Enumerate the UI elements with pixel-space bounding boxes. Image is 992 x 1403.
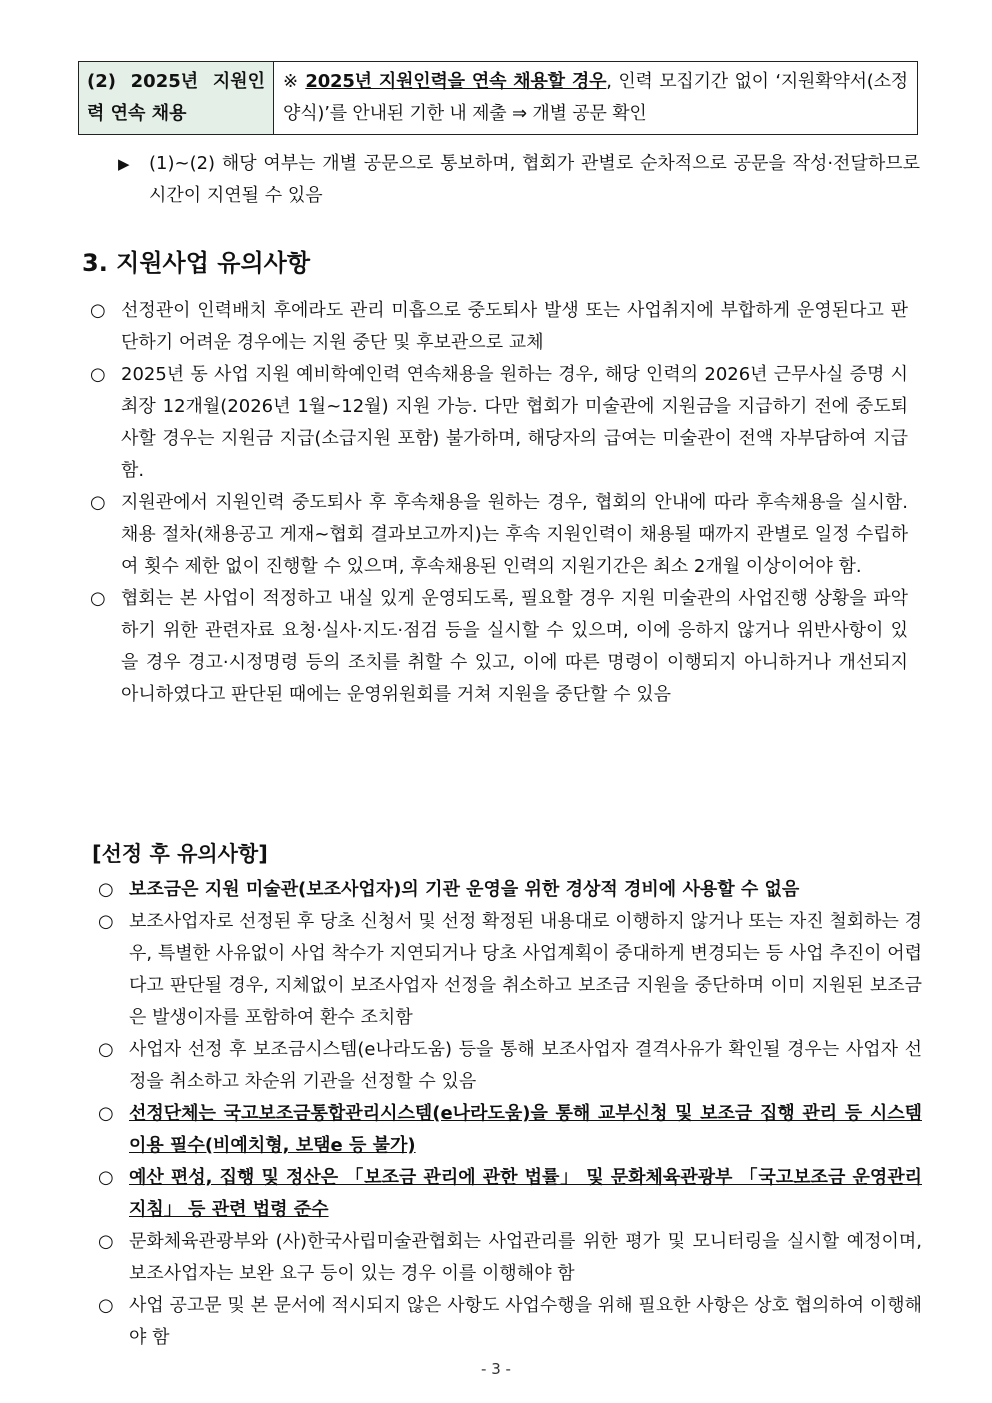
circle-bullet-icon: ○ (90, 300, 106, 321)
item-text: 2025년 동 사업 지원 예비학예인력 연속채용을 원하는 경우, 해당 인력의 2026년 근무사실 증명 시 최장 12개월(2026년 1월~12월) 지원 가능. 다만 협회가 미술관에 지원금을 지급하기 전에 중도퇴사할 경우는 지원금 지급(소급지원 포함) 불가하며, 해당자의 급여는 미술관이 전액 자부담하여 지급함. (121, 364, 908, 481)
triangle-bullet-icon: ▶ (118, 155, 130, 173)
list-item (90, 295, 908, 359)
subsection-title: [선정 후 유의사항] (92, 842, 268, 866)
reference-mark: ※ (283, 71, 299, 92)
item-text: 문화체육관광부와 (사)한국사립미술관협회는 사업관리를 위한 평가 및 모니터링을 실시할 예정이며, 보조사업자는 보완 요구 등이 있는 경우 이를 이행해야 함 (129, 1231, 922, 1284)
circle-bullet-icon: ○ (90, 588, 106, 609)
emphasis-text: 2025년 지원인력을 연속 채용할 경우 (305, 71, 607, 92)
list-item (98, 1034, 922, 1098)
list-item (90, 487, 908, 583)
item-text: 선정관이 인력배치 후에라도 관리 미흡으로 중도퇴사 발생 또는 사업취지에 부합하게 운영된다고 판단하기 어려운 경우에는 지원 중단 및 후보관으로 교체 (121, 300, 908, 353)
item-text: 선정단체는 국고보조금통합관리시스템(e나라도움)을 통해 교부신청 및 보조금 집행 관리 등 시스템 이용 필수(비예치형, 보탬e 등 불가) (129, 1103, 922, 1156)
circle-bullet-icon: ○ (98, 879, 114, 900)
list-item (98, 874, 922, 906)
item-text: 예산 편성, 집행 및 정산은 「보조금 관리에 관한 법률」 및 문화체육관광부 「국고보조금 운영관리 지침」 등 관련 법령 준수 (129, 1167, 922, 1220)
item-text: 협회는 본 사업이 적정하고 내실 있게 운영되도록, 필요할 경우 지원 미술관의 사업진행 상황을 파악하기 위한 관련자료 요청·실사·지도·점검 등을 실시할 수 있으며, 이에 응하지 않거나 위반사항이 있을 경우 경고·시정명령 등의 조치를 취할 수 있고, 이에 따른 명령이 이행되지 아니하거나 개선되지 아니하였다고 판단된 때에는 운영위원회를 거쳐 지원을 중단할 수 있음 (121, 588, 908, 705)
row-label: (2) 2025년 지원인력 연속 채용 (79, 62, 274, 135)
list-item (98, 1290, 922, 1354)
item-text: 보조사업자로 선정된 후 당초 신청서 및 선정 확정된 내용대로 이행하지 않거나 또는 자진 철회하는 경우, 특별한 사유없이 사업 착수가 지연되거나 당초 사업계획이 중대하게 변경되는 등 사업 추진이 어렵다고 판단될 경우, 지체없이 보조사업자 선정을 취소하고 보조금 지원을 중단하며 이미 지원된 보조금은 발생이자를 포함하여 환수 조치함 (129, 911, 923, 1028)
list-item (98, 906, 922, 1034)
item-text: 보조금은 지원 미술관(보조사업자)의 기관 운영을 위한 경상적 경비에 사용할 수 없음 (129, 879, 800, 900)
circle-bullet-icon: ○ (98, 1103, 114, 1124)
circle-bullet-icon: ○ (98, 1039, 114, 1060)
circle-bullet-icon: ○ (98, 1295, 114, 1316)
item-text: 지원관에서 지원인력 중도퇴사 후 후속채용을 원하는 경우, 협회의 안내에 따라 후속채용을 실시함. 채용 절차(채용공고 게재~협회 결과보고까지)는 후속 지원인력이 채용될 때까지 관별로 일정 수립하여 횟수 제한 없이 진행할 수 있으며, 후속채용된 인력의 지원기간은 최소 2개월 이상이어야 함. (121, 492, 908, 577)
section-title: 3. 지원사업 유의사항 (82, 249, 310, 277)
post-selection-items (98, 874, 922, 1354)
notice-line (118, 148, 920, 212)
page-number: - 3 - (481, 1360, 511, 1378)
circle-bullet-icon: ○ (90, 364, 106, 385)
content-text: , 인력 모집기간 없이 ‘지원확약서(소정양식)’를 안내된 기한 내 제출 ⇒ 개별 공문 확인 (283, 71, 908, 124)
section-items (90, 295, 908, 711)
circle-bullet-icon: ○ (98, 1167, 114, 1188)
circle-bullet-icon: ○ (90, 492, 106, 513)
item-text: 사업 공고문 및 본 문서에 적시되지 않은 사항도 사업수행을 위해 필요한 사항은 상호 협의하여 이행해야 함 (129, 1295, 923, 1348)
list-item (98, 1098, 922, 1162)
list-item (98, 1162, 922, 1226)
continuous-hiring-table (78, 61, 918, 135)
circle-bullet-icon: ○ (98, 1231, 114, 1252)
notice-text: (1)~(2) 해당 여부는 개별 공문으로 통보하며, 협회가 관별로 순차적으로 공문을 작성·전달하므로 시간이 지연될 수 있음 (149, 153, 920, 206)
list-item (90, 583, 908, 711)
list-item (90, 359, 908, 487)
row-content (274, 62, 918, 135)
circle-bullet-icon: ○ (98, 911, 114, 932)
item-text: 사업자 선정 후 보조금시스템(e나라도움) 등을 통해 보조사업자 결격사유가 확인될 경우는 사업자 선정을 취소하고 차순위 기관을 선정할 수 있음 (129, 1039, 922, 1092)
list-item (98, 1226, 922, 1290)
table-row (79, 62, 918, 135)
